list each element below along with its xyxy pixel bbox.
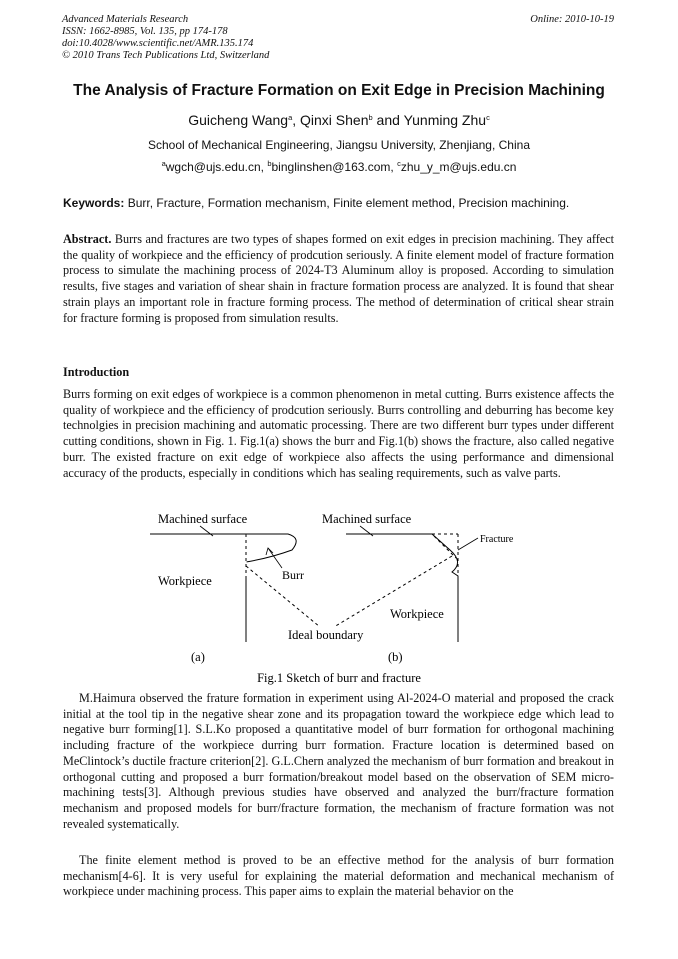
label-ideal-boundary: Ideal boundary xyxy=(288,628,364,642)
author-list: Guicheng Wang$^a$, Qinxi Shen$^b$ and Yunming Zhu$^c$ xyxy=(188,112,490,128)
intro-paragraph-2: M.Haimura observed the frature formation in experiment using Al-2024-O material and proposed the crack initial at the tool tip in the negative shear zone and its propagation toward the workpiece edge which lead to negative burr forming[1]. S.L.Ko proposed a quantitative model of burr formation for orthogonal machining including fracture of the workpiece durring burr formation. Fracture location is determined based on MeClintock’s ductile fracture criterion[2]. G.L.Chern analyzed the mechanism of burr formation and breakout in orthogonal cutting and proposed a burr formation/breakout model based on the observation of SEM micro-machining tests[3]. Although previous studies have observed and analyzed the burr/fracture formation mechanism and proposed models for burr/fracture formation, the mechanism of fracture formation was not revealed systematically. xyxy=(63,691,614,831)
label-machined-surface-a: Machined surface xyxy=(158,512,248,526)
affiliation: School of Mechanical Engineering, Jiangsu University, Zhenjiang, China xyxy=(148,138,530,152)
keywords-text: Burr, Fracture, Formation mechanism, Finite element method, Precision machining. xyxy=(124,196,570,210)
abstract xyxy=(63,232,614,326)
author-sup: c xyxy=(486,113,490,122)
journal-name: Advanced Materials Research xyxy=(62,14,189,25)
author-name: Guicheng Wang xyxy=(188,112,289,128)
online-date: Online: 2010-10-19 xyxy=(530,14,614,25)
label-burr: Burr xyxy=(282,568,304,582)
email-link[interactable]: zhu_y_m@ujs.edu.cn xyxy=(400,160,517,174)
copyright-line: © 2010 Trans Tech Publications Ltd, Switzerland xyxy=(62,50,270,61)
intro-paragraph-3: The finite element method is proved to be an effective method for the analysis of burr formation mechanism[4-6]. It is very useful for explaining the material deformation and mechanical mechanism of workpiece under machining process. This paper aims to explain the material behavior on the xyxy=(63,853,614,899)
keywords-label: Keywords: xyxy=(63,196,125,210)
figure-1 xyxy=(0,500,678,690)
label-workpiece-a: Workpiece xyxy=(158,574,212,588)
label-workpiece-b: Workpiece xyxy=(390,607,444,621)
email-link[interactable]: wgch@ujs.edu.cn xyxy=(165,160,261,174)
intro-paragraph-1: Burrs forming on exit edges of workpiece is a common phenomenon in metal cutting. Burrs existence affects the quality of workpiece and the efficiency of prodcution seriously. Burrs controlling and deburring has become key technolgies in precision machining and automatic processing. There are two different burr types under different cutting conditions, shown in Fig. 1. Fig.1(a) shows the burr and Fig.1(b) shows the fracture, also called negative burr. The existed fracture on exit edge of workpiece also affects the using performance and dimensional accuracy of the products, especially in conditions which has sealing requirements, such as valve parts. xyxy=(63,387,614,480)
label-machined-surface-b: Machined surface xyxy=(322,512,412,526)
abstract-label: Abstract. xyxy=(63,232,112,246)
fracture-arrow xyxy=(458,538,478,550)
doi-line: doi:10.4028/www.scientific.net/AMR.135.174 xyxy=(62,38,254,49)
email-link[interactable]: binglinshen@163.com xyxy=(271,160,391,174)
label-fracture: Fracture xyxy=(480,534,514,545)
paper-title: The Analysis of Fracture Formation on Exit Edge in Precision Machining xyxy=(73,82,605,99)
subfigure-label-a: (a) xyxy=(191,650,205,664)
journal-header xyxy=(62,14,269,62)
figure-caption: Fig.1 Sketch of burr and fracture xyxy=(257,671,421,685)
email-list: $^a$wgch@ujs.edu.cn, $^b$binglinshen@163.com, $^c$zhu_y_m@ujs.edu.cn xyxy=(161,159,517,174)
author-name: Yunming Zhu xyxy=(403,112,487,128)
subfigure-label-b: (b) xyxy=(388,650,403,664)
keywords xyxy=(63,196,623,210)
author-sup: a xyxy=(288,113,293,122)
burr-shape xyxy=(246,534,296,562)
author-sup: b xyxy=(368,113,373,122)
author-name: Qinxi Shen xyxy=(300,112,369,128)
abstract-text: Burrs and fractures are two types of shapes formed on exit edges in precision machining. They affect the quality of workpiece and the efficiency of prodcution seriously. A finite element model of fracture formation process to simulate the machining process of 2024-T3 Aluminum alloy is proposed. According to simulation results, five stages and variation of shear shain in fracture formation process are analyzed. It is found that shear strain plays an important role in fracture forming process. The method of determination of critical shear strain for fracture forming is proposed from simulation results. xyxy=(63,232,614,325)
fracture-shape xyxy=(432,534,458,642)
issn-line: ISSN: 1662-8985, Vol. 135, pp 174-178 xyxy=(62,26,228,37)
section-heading-introduction: Introduction xyxy=(63,365,130,379)
burr-arrow xyxy=(268,548,282,568)
